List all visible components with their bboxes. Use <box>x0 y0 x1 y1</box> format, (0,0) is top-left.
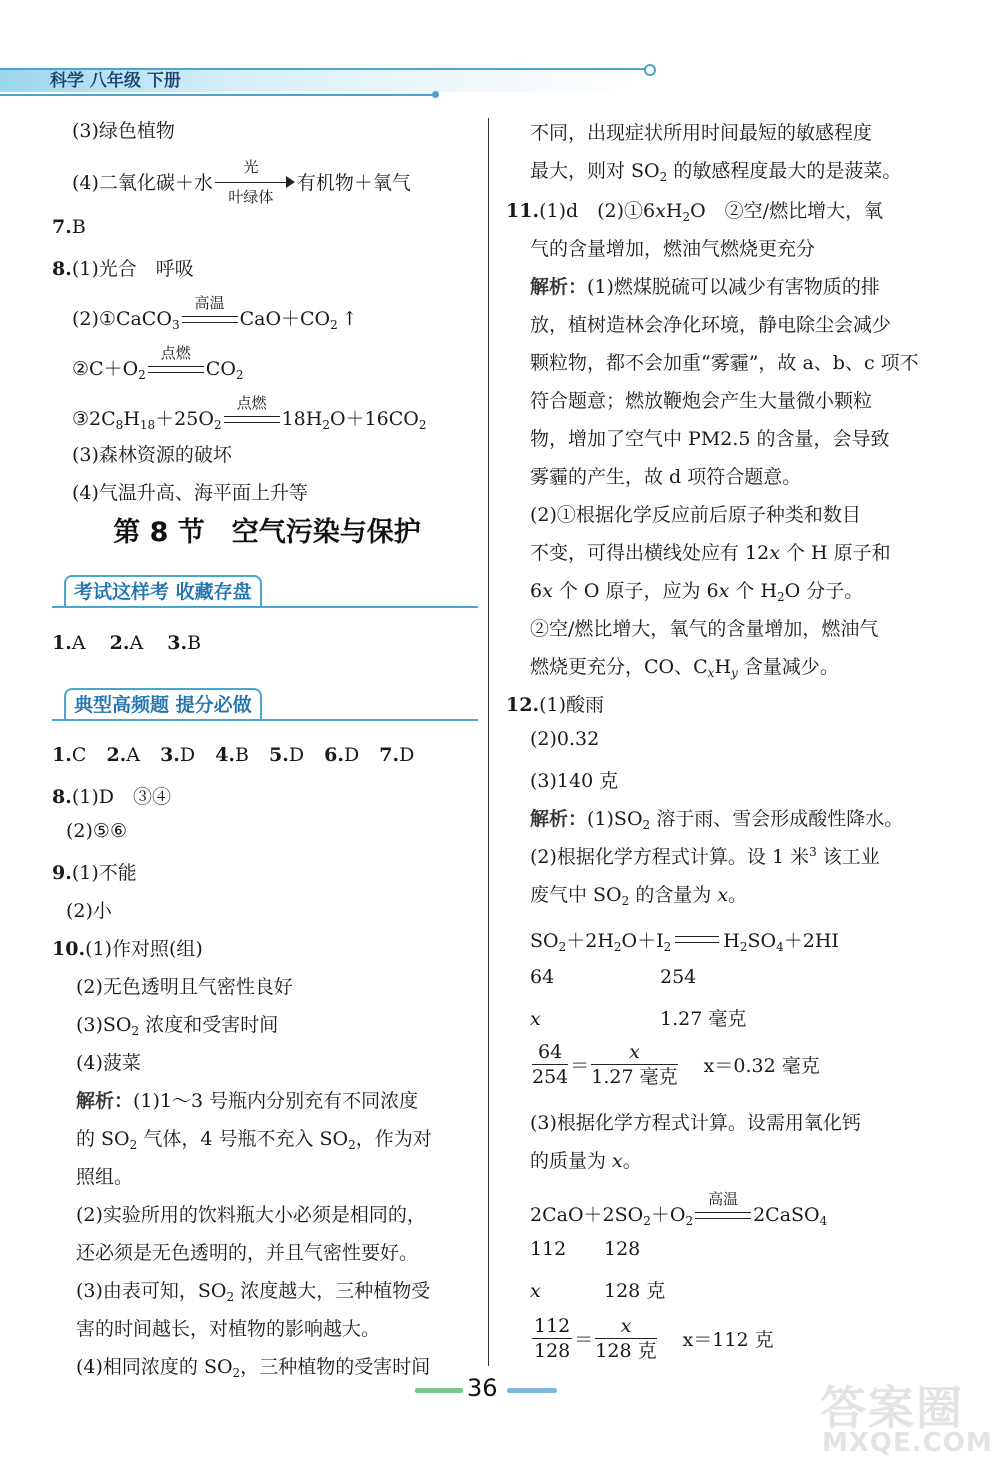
answer-row: 1.A 2.A 3.B <box>52 632 202 654</box>
equation-octane: $③2C_8H_{18}+25O_2$ 点燃 $18H_2O+16CO_2$ <box>72 394 427 432</box>
reaction-arrow: 光 叶绿体 <box>215 171 287 193</box>
equation-so2-iodine: $SO_2+2H_2O+I_2$ $H_2SO_4+2HI$ <box>530 930 839 954</box>
explanation-line: 物，增加了空气中 PM2.5 的含量，会导致 <box>530 428 890 450</box>
reaction-equals <box>675 936 719 943</box>
explanation-line: 害的时间越长，对植物的影响越大。 <box>76 1318 381 1340</box>
reaction-equals: 高温 <box>182 307 238 329</box>
explanation-line: 放，植树造林会净化环境，静电除尘会减少 <box>530 314 892 336</box>
explanation-line: 不变，可得出横线处应有 12x 个 H 原子和 <box>530 542 891 564</box>
explanation-line: 最大，则对 $SO_2$ 的敏感程度最大的是菠菜。 <box>530 160 902 184</box>
header-dot-icon <box>644 64 656 76</box>
explanation-line: 不同，出现症状所用时间最短的敏感程度 <box>530 122 873 144</box>
explanation-line: 符合题意；燃放鞭炮会产生大量微小颗粒 <box>530 390 873 412</box>
explanation-line: 燃烧更充分，CO、$C_xH_y$ 含量减少。 <box>530 656 839 680</box>
explanation-line: 解析：(1)1～3 号瓶内分别充有不同浓度 <box>76 1090 419 1112</box>
question-9: 9.(1)不能 <box>52 862 137 884</box>
answer-line: (2)无色透明且气密性良好 <box>76 976 293 998</box>
answer-line: (2)⑤⑥ <box>66 820 127 842</box>
section-title: 第 8 节 空气污染与保护 <box>113 517 421 548</box>
answer-row: 1.C 2.A 3.D 4.B 5.D 6.D 7.D <box>52 744 415 766</box>
explanation-line: 雾霾的产生，故 d 项符合题意。 <box>530 466 802 488</box>
explanation-line: 的 $SO_2$ 气体，4 号瓶不充入 $SO_2$，作为对 <box>76 1128 432 1152</box>
proportion-1: $\frac{64}{254}$ ＝ $\frac{x}{\text{1.27 毫克}}$ x＝0.32 毫克 <box>532 1041 820 1088</box>
running-header <box>0 58 660 104</box>
explanation-line: 的质量为 x。 <box>530 1150 642 1172</box>
equation-caco3: (2)①CaCO$_3$ 高温 $CaO+CO_2$ ↑ <box>72 294 358 332</box>
explanation-line: 废气中 $SO_2$ 的含量为 x。 <box>530 884 748 908</box>
explanation-line: (3)由表可知，$SO_2$ 浓度越大，三种植物受 <box>76 1280 431 1304</box>
page-footer <box>405 1372 575 1404</box>
answer-line: (3)绿色植物 <box>72 120 175 142</box>
explanation-line: (3)根据化学方程式计算。设需用氧化钙 <box>530 1112 861 1134</box>
question-8: 8.(1)光合 呼吸 <box>52 258 194 280</box>
banner-frequent <box>52 688 478 724</box>
proportion-2: $\frac{112}{128}$ ＝ $\frac{x}{\text{128 克}}$ x＝112 克 <box>534 1315 774 1362</box>
answer-line: (3)140 克 <box>530 770 619 792</box>
answer-line: (4)气温升高、海平面上升等 <box>72 482 308 504</box>
watermark: 答案圈 MXQE.COM <box>820 1381 993 1458</box>
equation-photosynthesis: (4)二氧化碳＋水 光 叶绿体 有机物＋氧气 <box>72 158 411 206</box>
question-12: 12.(1)酸雨 <box>506 694 604 716</box>
answer-line: (2)0.32 <box>530 728 600 750</box>
explanation-line: (4)相同浓度的 $SO_2$，三种植物的受害时间 <box>76 1356 431 1380</box>
answer-line: 气的含量增加，燃油气燃烧更充分 <box>530 238 816 260</box>
header-rule-bottom <box>0 94 438 96</box>
explanation-line: (2)实验所用的饮料瓶大小必须是相同的， <box>76 1204 426 1226</box>
answer-line: $(3)SO_2$ 浓度和受害时间 <box>76 1014 279 1038</box>
explanation-line: 解析：(1)燃煤脱硫可以减少有害物质的排 <box>530 276 880 298</box>
mass-row: 112 128 <box>530 1238 641 1260</box>
header-dot-icon <box>432 91 439 98</box>
explanation-line: (2)根据化学方程式计算。设 1 米$^3$ 该工业 <box>530 845 880 868</box>
reaction-equals: 点燃 <box>224 407 280 429</box>
explanation-line: 照组。 <box>76 1166 134 1188</box>
explanation-line: 解析：$(1)SO_2$ 溶于雨、雪会形成酸性降水。 <box>530 808 904 832</box>
mass-row: 64 254 <box>530 966 697 988</box>
banner-label: 考试这样考 收藏存盘 <box>64 575 262 607</box>
reaction-equals: 点燃 <box>148 357 204 379</box>
mass-row: x 128 克 <box>530 1280 666 1302</box>
question-8b: 8.(1)D ③④ <box>52 786 171 808</box>
explanation-line: ②空/燃比增大，氧气的含量增加，燃油气 <box>530 618 879 640</box>
answer-line: (4)菠菜 <box>76 1052 141 1074</box>
explanation-line: 6x 个 O 原子，应为 6x 个 $H_2O$ 分子。 <box>530 580 864 604</box>
reaction-equals: 高温 <box>695 1203 751 1225</box>
question-10: 10.(1)作对照(组) <box>52 938 203 960</box>
answer-line: (2)小 <box>66 900 112 922</box>
answer-line: (3)森林资源的破坏 <box>72 444 232 466</box>
mass-row: x 1.27 毫克 <box>530 1008 747 1030</box>
page-number: 36 <box>467 1374 498 1402</box>
explanation-line: 还必须是无色透明的，并且气密性要好。 <box>76 1242 419 1264</box>
footer-decoration <box>507 1388 557 1393</box>
equation-cao: $2CaO+2SO_2+O_2$ 高温 2CaSO$_4$ <box>530 1190 828 1228</box>
equation-carbon: $②C+O_2$ 点燃 $CO_2$ <box>72 344 244 382</box>
banner-exam <box>52 575 478 611</box>
question-11: 11.(1)d $(2)①6xH_2O$ ②空/燃比增大，氧 <box>506 200 884 224</box>
book-title: 科学 八年级 下册 <box>50 71 181 91</box>
banner-label: 典型高频题 提分必做 <box>64 688 262 720</box>
explanation-line: (2)①根据化学反应前后原子种类和数目 <box>530 504 861 526</box>
column-divider <box>488 118 489 1366</box>
question-7: 7.B <box>52 216 86 238</box>
footer-decoration <box>415 1388 463 1393</box>
explanation-line: 颗粒物，都不会加重“雾霾”，故 a、b、c 项不 <box>530 352 919 374</box>
